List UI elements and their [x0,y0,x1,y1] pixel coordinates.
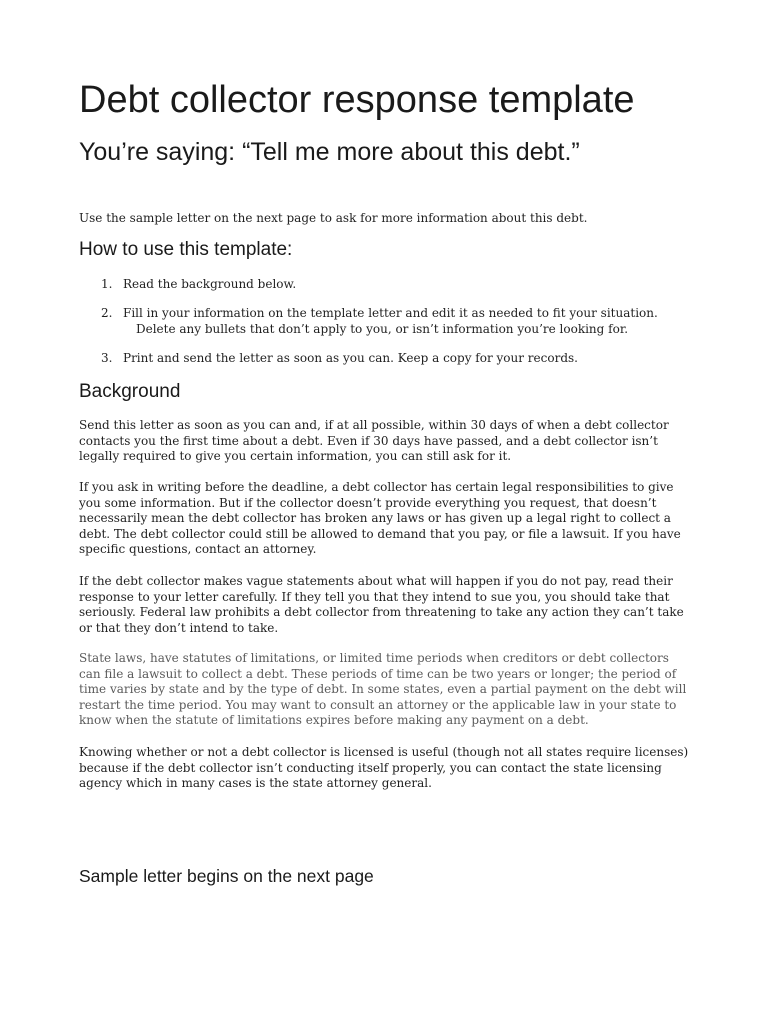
step-number: 3. [101,351,113,365]
background-paragraph: If the debt collector makes vague statements about what will happen if you do not pay, read their response to your letter carefully. If they tell you that they intend to sue you, you should take that seriously. Federal law prohibits a debt collector from threatening to take any action they can’t take or that they don’t intend to take. [79,574,684,635]
how-to-steps [79,276,691,379]
next-page-note: Sample letter begins on the next page [79,866,374,886]
background-paragraph: State laws, have statutes of limitations, or limited time periods when creditors or debt collectors can file a lawsuit to collect a debt. These periods of time can be two years or longer; the period of time varies by state and by the type of debt. In some states, even a partial payment on the debt will restart the time period. You may want to consult an attorney or the applicable law in your state to know when the statute of limitations expires before making any payment on a debt. [79,651,687,728]
background-heading: Background [79,381,181,402]
step-item [79,350,691,366]
how-to-heading: How to use this template: [79,239,293,260]
step-text: Fill in your information on the template letter and edit it as needed to fit your situation. [123,306,658,320]
step-number: 2. [101,306,113,320]
intro-text: Use the sample letter on the next page to ask for more information about this debt. [79,211,588,225]
background-paragraph: Send this letter as soon as you can and, if at all possible, within 30 days of when a debt collector contacts you the first time about a debt. Even if 30 days have passed, and a debt collector isn’t legally required to give you certain information, you can still ask for it. [79,418,669,464]
step-item [79,276,691,292]
background-paragraph: If you ask in writing before the deadline, a debt collector has certain legal responsibilities to give you some information. But if the collector doesn’t provide everything you request, that doesn’t necessarily mean the debt collector has broken any laws or has given up a legal right to collect a debt. The debt collector could still be allowed to demand that you pay, or file a lawsuit. If you have specific questions, contact an attorney. [79,480,681,557]
step-item [79,305,691,337]
background-paragraph: Knowing whether or not a debt collector is licensed is useful (though not all states require licenses) because if the debt collector isn’t conducting itself properly, you can contact the state licensing agency which in many cases is the state attorney general. [79,745,689,791]
page-subtitle: You’re saying: “Tell me more about this debt.” [79,138,580,166]
step-text-continuation: Delete any bullets that don’t apply to you, or isn’t information you’re looking for. [136,322,629,336]
step-text: Read the background below. [123,277,297,291]
step-number: 1. [101,277,113,291]
page-title: Debt collector response template [79,79,635,121]
step-text: Print and send the letter as soon as you can. Keep a copy for your records. [123,351,578,365]
